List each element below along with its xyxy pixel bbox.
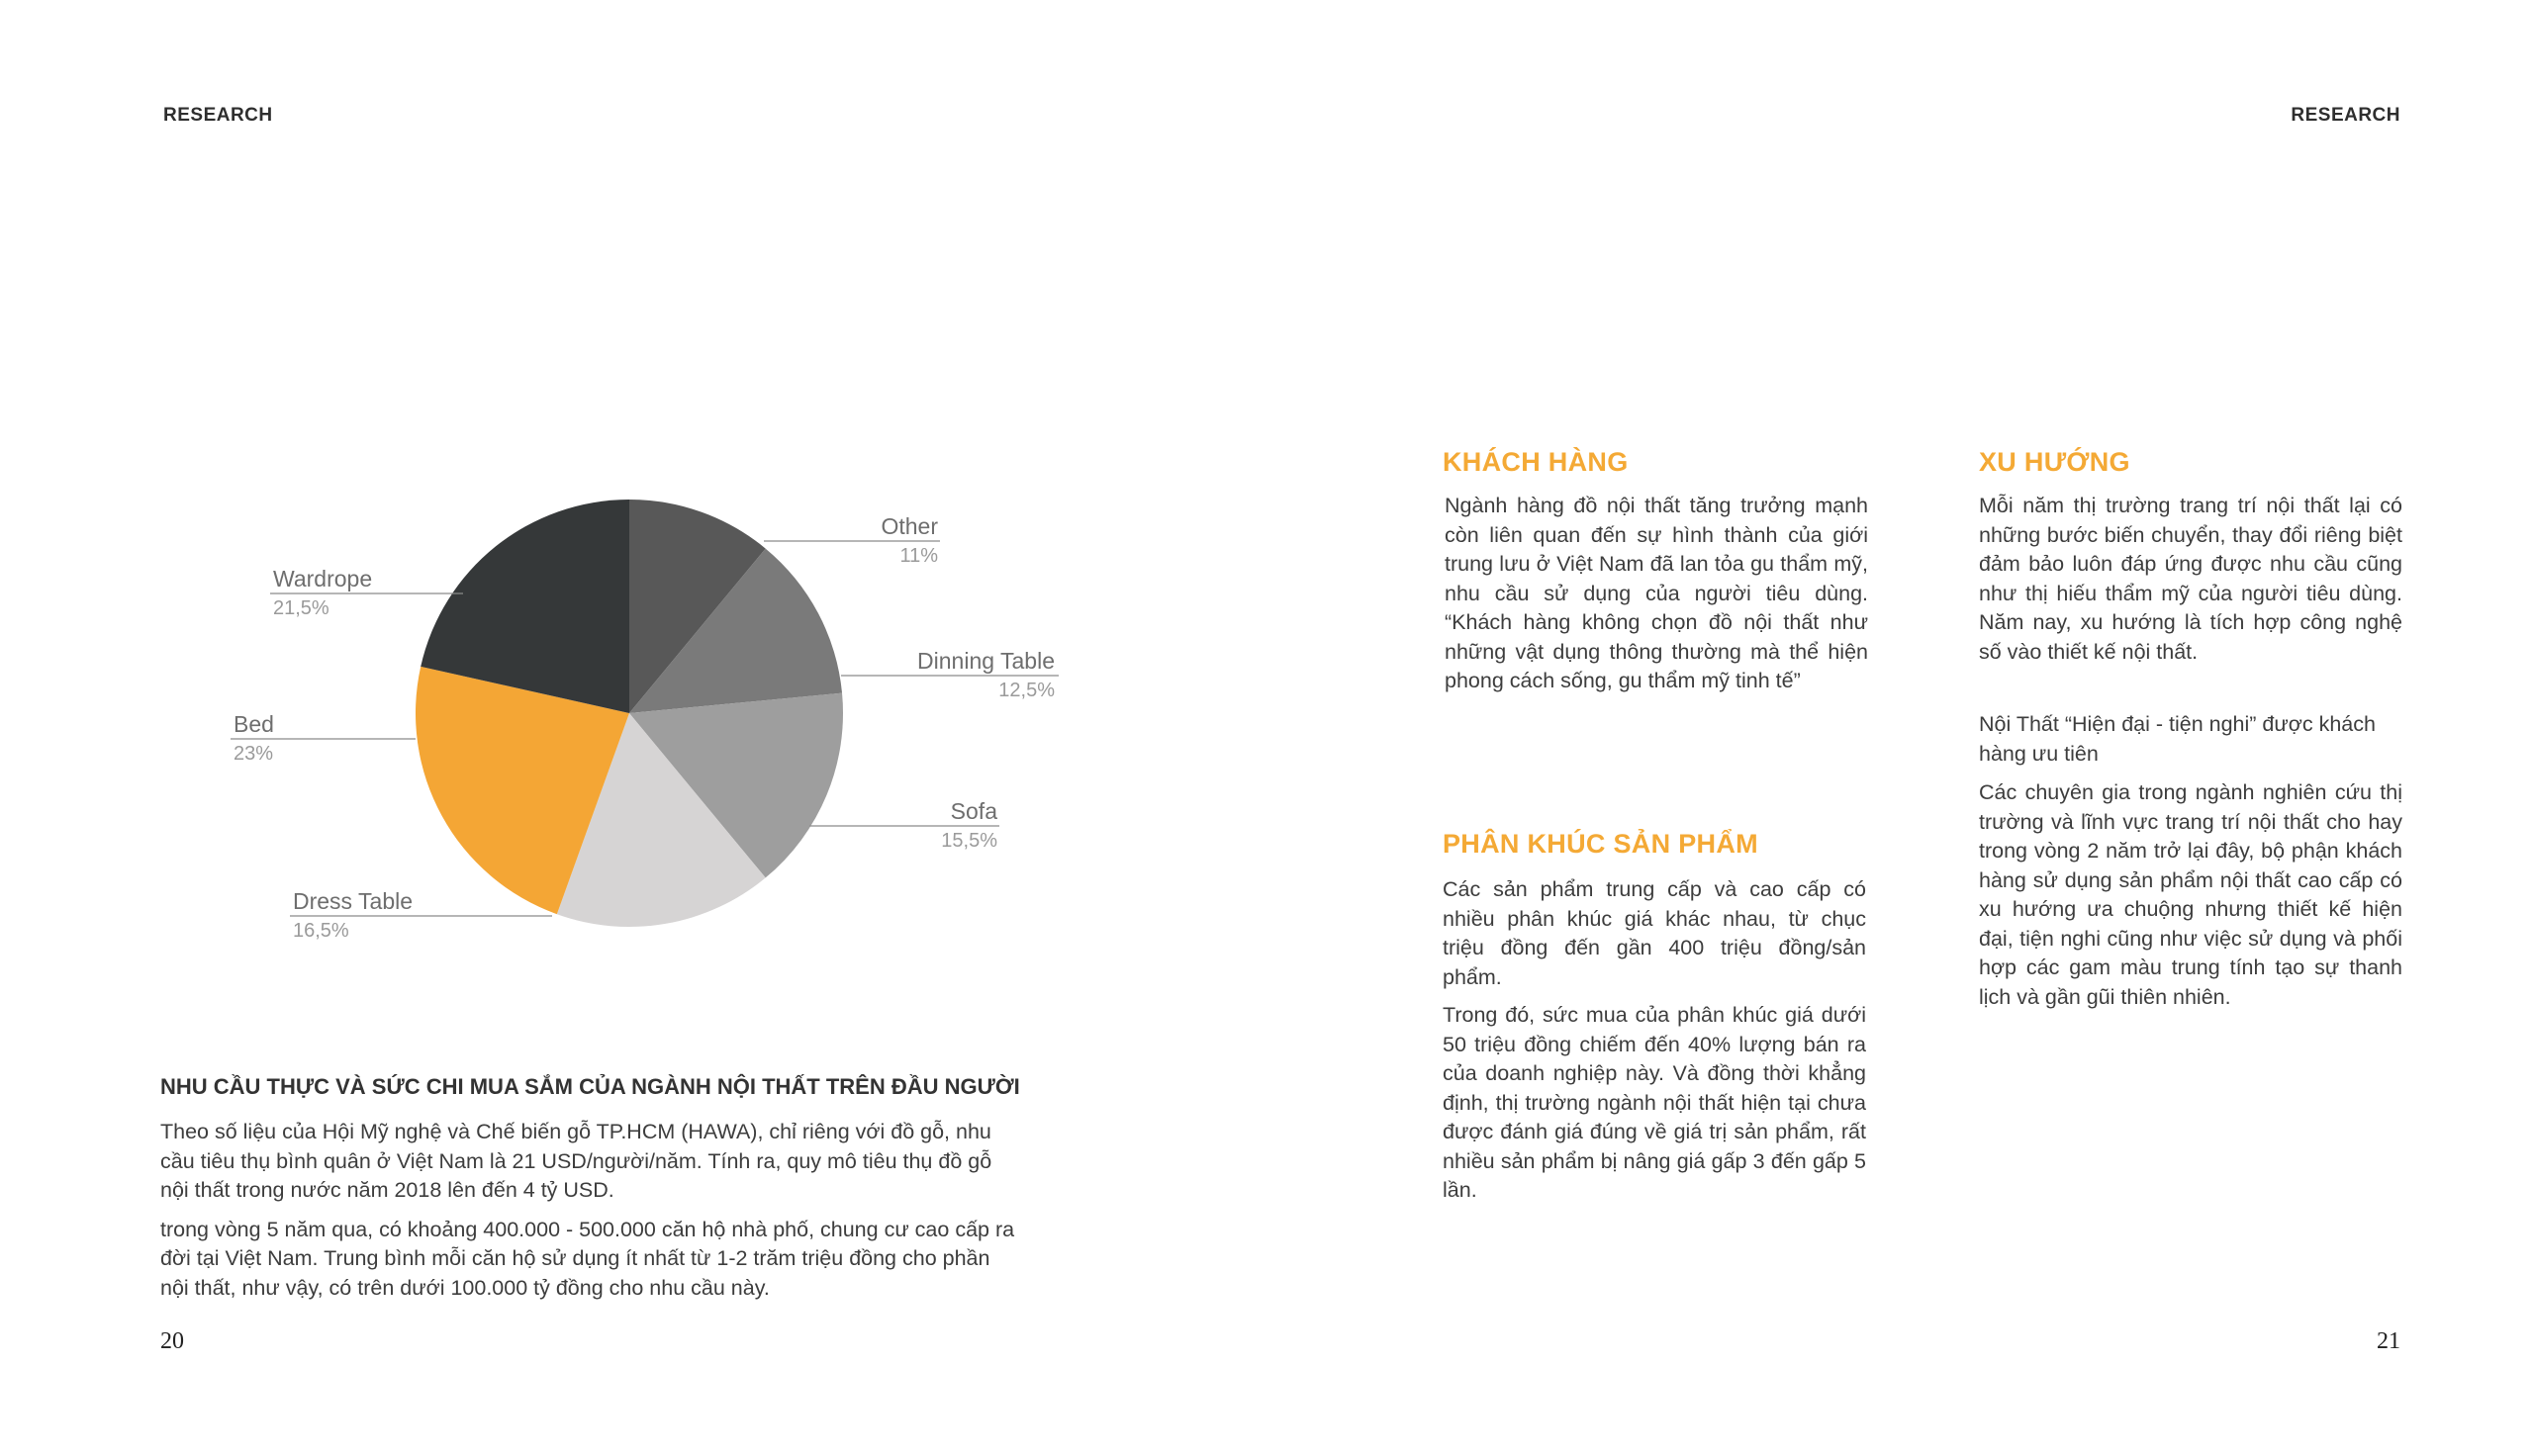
- slice-label-sofa: Sofa: [950, 798, 997, 824]
- left-body-text: [160, 1118, 1021, 1303]
- xu-huong-subtitle: Nội Thất “Hiện đại - tiện nghi” được khách hàng ưu tiên: [1979, 712, 2376, 766]
- khach-hang-title: KHÁCH HÀNG: [1443, 447, 1629, 477]
- xu-huong-paragraph-2: Các chuyên gia trong ngành nghiên cứu thị trường và lĩnh vực trang trí nội thất cho hay trong vòng 2 năm trở lại đây, bộ phận khách hàng sử dụng sản phẩm nội thất cao cấp có xu hướng ưa chuộng nhưng thiết kế hiện đại, tiện nghi cũng như việc sử dụng và phối hợp các gam màu trung tính tạo sự thanh lịch và gần gũi thiên nhiên.: [1979, 780, 2402, 1009]
- left-paragraph-1: Theo số liệu của Hội Mỹ nghệ và Chế biến gỗ TP.HCM (HAWA), chỉ riêng với đồ gỗ, nhu cầu tiêu thụ bình quân ở Việt Nam là 21 USD/người/năm. Tính ra, quy mô tiêu thụ đồ gỗ nội thất trong nước năm 2018 lên đến 4 tỷ USD.: [160, 1120, 992, 1202]
- right-page-number: 21: [2377, 1328, 2400, 1354]
- left-section-title: NHU CẦU THỰC VÀ SỨC CHI MUA SẮM CỦA NGÀNH NỘI THẤT TRÊN ĐẦU NGƯỜI: [160, 1074, 1020, 1099]
- xu-huong-paragraph-1: Mỗi năm thị trường trang trí nội thất lại có những bước biến chuyển, thay đổi riêng biệt đảm bảo luôn đáp ứng được nhu cầu cũng như thị hiếu thẩm mỹ của người tiêu dùng. Năm nay, xu hướng là tích hợp công nghệ số vào thiết kế nội thất.: [1979, 494, 2402, 664]
- left-page-number: 20: [160, 1328, 184, 1354]
- slice-value-bed: 23%: [234, 743, 274, 765]
- phan-khuc-text: [1443, 875, 1866, 1206]
- phan-khuc-paragraph-2: Trong đó, sức mua của phân khúc giá dưới 50 triệu đồng chiếm đến 40% lượng bán ra của doanh nghiệp này. Và đồng thời khẳng định, thị trường ngành nội thất hiện tại chưa được đánh giá đúng về giá trị sản phẩm, rất nhiều sản phẩm bị nâng giá gấp 3 đến gấp 5 lần.: [1443, 1003, 1866, 1202]
- slice-label-dress-table: Dress Table: [293, 888, 414, 914]
- slice-label-other: Other: [881, 513, 938, 539]
- slice-value-dress-table: 16,5%: [293, 920, 349, 942]
- pie-chart: [0, 0, 1138, 989]
- left-paragraph-2: trong vòng 5 năm qua, có khoảng 400.000 - 500.000 căn hộ nhà phố, chung cư cao cấp ra đời tại Việt Nam. Trung bình mỗi căn hộ sử dụng ít nhất từ 1-2 trăm triệu đồng cho phần nội thất, như vậy, có trên dưới 100.000 tỷ đồng cho nhu cầu này.: [160, 1217, 1015, 1300]
- khach-hang-text: [1445, 492, 1868, 696]
- khach-hang-paragraph: Ngành hàng đồ nội thất tăng trưởng mạnh còn liên quan đến sự hình thành của giới trung lưu ở Việt Nam đã lan tỏa gu thẩm mỹ, nhu cầu sử dụng của người tiêu dùng. “Khách hàng không chọn đồ nội thất như những vật dụng thông thường mà thể hiện phong cách sống, gu thẩm mỹ tinh tế”: [1445, 494, 1868, 692]
- slice-value-sofa: 15,5%: [941, 830, 997, 852]
- slice-label-dinning-table: Dinning Table: [917, 648, 1055, 674]
- xu-huong-title: XU HƯỚNG: [1979, 447, 2130, 477]
- phan-khuc-paragraph-1: Các sản phẩm trung cấp và cao cấp có nhiều phân khúc giá khác nhau, từ chục triệu đồng đến gần 400 triệu đồng/sản phẩm.: [1443, 877, 1866, 989]
- slice-label-bed: Bed: [234, 711, 274, 737]
- slice-value-other: 11%: [899, 545, 938, 567]
- phan-khuc-title: PHÂN KHÚC SẢN PHẨM: [1443, 829, 1758, 859]
- slice-value-wardrope: 21,5%: [273, 597, 329, 619]
- slice-label-wardrope: Wardrope: [273, 566, 373, 592]
- xu-huong-text: [1979, 492, 2402, 1012]
- left-page-header: RESEARCH: [163, 105, 273, 126]
- right-page-header: RESEARCH: [2291, 105, 2400, 126]
- slice-value-dinning-table: 12,5%: [998, 680, 1055, 701]
